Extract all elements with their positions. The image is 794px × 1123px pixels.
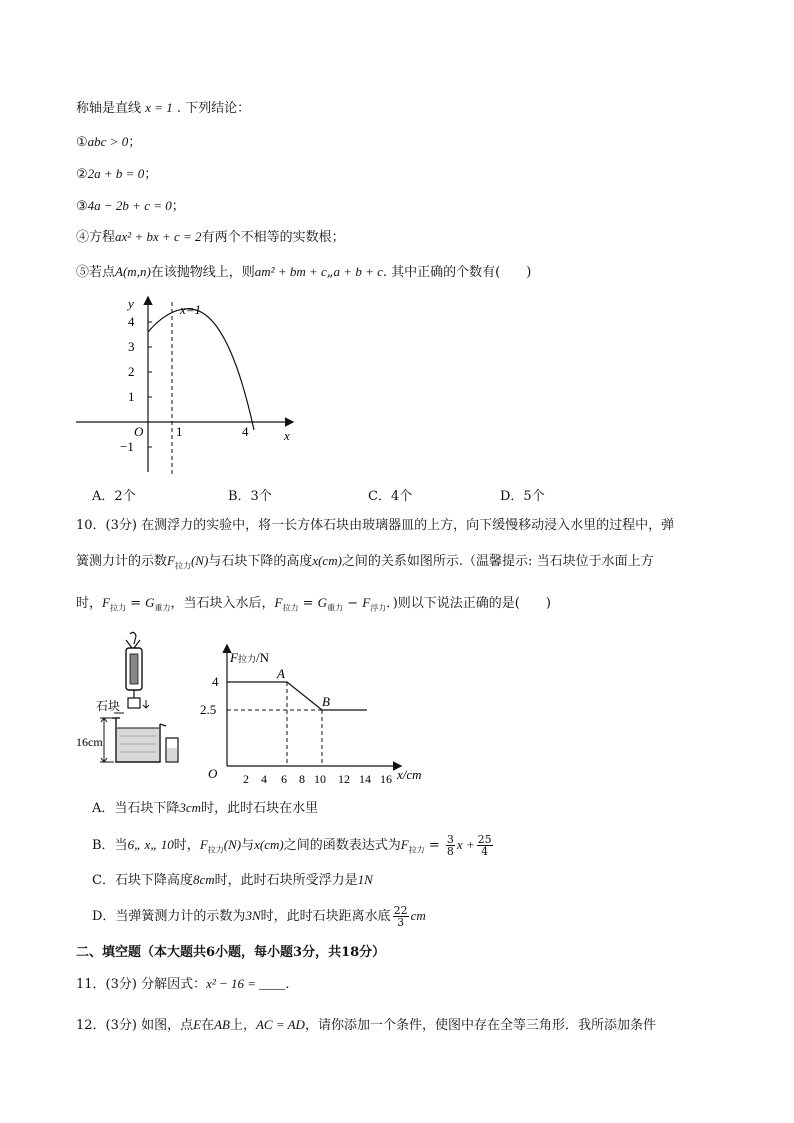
y-tick-neg1: −1 bbox=[120, 439, 134, 454]
q9-conclusion-5: ⑤若点A(m,n)在该抛物线上，则am² + bm + c„a + b + c. 其中正确的个数有( ) bbox=[76, 264, 532, 280]
y-tick-1: 1 bbox=[128, 389, 135, 404]
x-tick-6: 6 bbox=[281, 772, 287, 785]
y-axis-label: F拉力/N bbox=[230, 650, 269, 665]
q10-option-a[interactable]: A．当石块下降3cm时，此时石块在水里 bbox=[92, 800, 319, 816]
q9-conclusion-1: ①abc > 0； bbox=[76, 134, 142, 150]
q10-line-2: 簧测力计的示数$F_{拉力}(N)$与石块下降的高度x(cm)之间的关系如图所示.（温馨提示: 当石块位于水面上方 bbox=[76, 553, 654, 571]
q9-conclusion-4: ④方程ax² + bx + c = 2有两个不相等的实数根； bbox=[76, 229, 345, 245]
stone-block bbox=[128, 698, 140, 708]
q9-line-1: 称轴是直线 x = 1 . 下列结论： bbox=[76, 100, 251, 116]
q9-parabola-graph bbox=[70, 290, 310, 480]
x-axis-label: x bbox=[284, 428, 290, 443]
y-tick-3: 3 bbox=[128, 339, 135, 354]
x-tick-14: 14 bbox=[359, 772, 371, 785]
q9-option-d[interactable]: D．5个 bbox=[500, 489, 545, 504]
x-tick-16: 16 bbox=[380, 772, 392, 785]
q10-apparatus-diagram bbox=[74, 630, 194, 775]
parabola-curve bbox=[148, 309, 254, 430]
q9-option-c[interactable]: C．4个 bbox=[368, 489, 413, 504]
symmetry-label: x=1 bbox=[180, 302, 202, 317]
q11-line: 11．(3分) 分解因式：x² − 16 = ____． bbox=[76, 976, 299, 992]
y-tick-4: 4 bbox=[128, 314, 135, 329]
q10-option-d[interactable]: D．当弹簧测力计的示数为3N时，此时石块距离水底 $\frac{22}{3}$ cm bbox=[92, 904, 426, 929]
origin-label: O bbox=[134, 424, 144, 439]
x-tick-10: 10 bbox=[314, 772, 326, 785]
height-label: 16cm bbox=[76, 735, 103, 749]
fraction-22-3: $\frac{22}{3}$ bbox=[393, 904, 408, 929]
y-tick-2-5: 2.5 bbox=[200, 702, 217, 717]
y-axis-label: y bbox=[128, 296, 134, 311]
stone-label: 石块 bbox=[96, 699, 121, 713]
x-tick-12: 12 bbox=[338, 772, 350, 785]
x-axis-label: x/cm bbox=[397, 767, 422, 782]
q9-conclusion-3: ③4a − 2b + c = 0； bbox=[76, 198, 185, 214]
q9-option-b[interactable]: B．3个 bbox=[228, 489, 272, 504]
fraction-25-4: $\frac{25}{4}$ bbox=[477, 833, 492, 858]
fraction-3-8: $\frac{3}{8}$ bbox=[446, 833, 454, 858]
q10-option-c[interactable]: C．石块下降高度8cm时，此时石块所受浮力是1N bbox=[92, 872, 373, 888]
x-tick-2: 2 bbox=[243, 772, 249, 785]
q9-option-a[interactable]: A．2个 bbox=[92, 489, 136, 504]
x-tick-4: 4 bbox=[242, 424, 249, 439]
y-tick-2: 2 bbox=[128, 364, 135, 379]
q12-line: 12．(3分) 如图，点E在AB上，AC = AD，请你添加一个条件，使图中存在全等三角形．我所添加条件 bbox=[76, 1017, 656, 1033]
q9-conclusion-2: ②2a + b = 0； bbox=[76, 166, 158, 182]
x-tick-4: 4 bbox=[261, 772, 267, 785]
x-tick-1: 1 bbox=[176, 424, 183, 439]
x-tick-8: 8 bbox=[299, 772, 305, 785]
q10-line-3: 时，$F_{拉力} = G_{重力}$，当石块入水后，$F_{拉力} = G_{重力} - F_{浮力}$．)则以下说法正确的是( ) bbox=[76, 595, 551, 613]
q10-line-1: 10．(3分) 在测浮力的实验中，将一长方体石块由玻璃器皿的上方，向下缓慢移动浸入水里的过程中，弹 bbox=[76, 518, 675, 533]
section-heading-fill-in: 二、填空题（本大题共6小题，每小题3分，共18分） bbox=[76, 945, 386, 960]
q10-option-b[interactable]: B．当6„ x„ 10时，$F_{拉力}(N)$与x(cm)之间的函数表达式为$F_{拉力}$ = $\frac{3}{8}$ x + $\frac{25}{4}$ bbox=[92, 833, 492, 858]
point-a: A bbox=[277, 666, 285, 681]
origin-label: O bbox=[208, 766, 218, 781]
y-tick-4: 4 bbox=[212, 674, 219, 689]
point-b: B bbox=[322, 694, 330, 709]
q10-force-graph bbox=[200, 640, 440, 785]
force-curve bbox=[227, 682, 367, 710]
